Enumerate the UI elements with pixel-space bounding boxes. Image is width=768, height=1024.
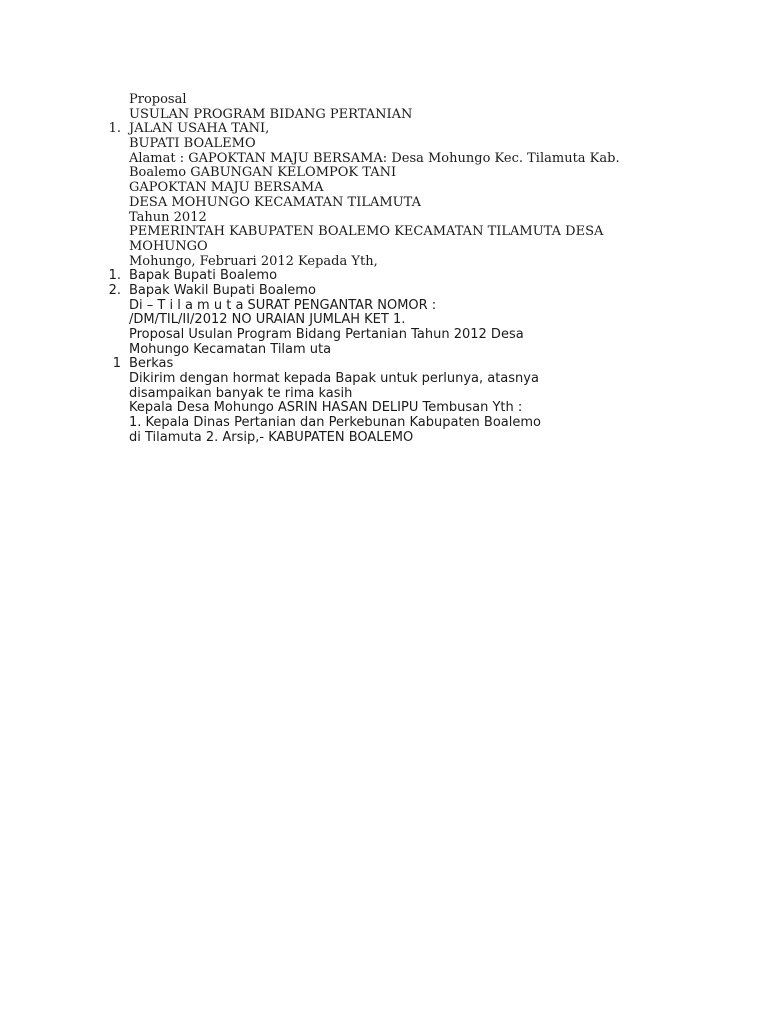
line-text: /DM/TIL/II/2012 NO URAIAN JUMLAH KET 1. bbox=[129, 312, 406, 328]
line-text: JALAN USAHA TANI, bbox=[129, 121, 270, 137]
line-text: DESA MOHUNGO KECAMATAN TILAMUTA bbox=[129, 194, 421, 210]
line-text: Mohungo Kecamatan Tilam uta bbox=[129, 341, 332, 357]
line-tembusan-1 bbox=[0, 416, 768, 431]
line-alamat bbox=[0, 152, 768, 167]
line-proposal bbox=[0, 93, 768, 108]
line-text: Bapak Wakil Bupati Boalemo bbox=[129, 282, 316, 298]
line-number: 2. bbox=[108, 282, 121, 298]
line-tembusan-2 bbox=[0, 431, 768, 446]
line-text: Bapak Bupati Boalemo bbox=[129, 268, 278, 284]
line-text: USULAN PROGRAM BIDANG PERTANIAN bbox=[129, 106, 413, 122]
line-mohungo bbox=[0, 240, 768, 255]
line-text: Proposal Usulan Program Bidang Pertanian Tahun 2012 Desa bbox=[129, 327, 524, 342]
line-nomor bbox=[0, 313, 768, 328]
line-text: Berkas bbox=[129, 356, 174, 372]
line-date-kepada bbox=[0, 255, 768, 270]
line-dikirim bbox=[0, 372, 768, 387]
line-proposal-usulan bbox=[0, 328, 768, 343]
line-mohungo-kecamatan bbox=[0, 343, 768, 358]
line-number: 1. bbox=[108, 121, 121, 137]
line-boalemo-gabungan bbox=[0, 166, 768, 181]
line-text: GAPOKTAN MAJU BERSAMA bbox=[129, 180, 324, 196]
line-text: disampaikan banyak te rima kasih bbox=[129, 385, 353, 401]
line-program-title bbox=[0, 108, 768, 123]
line-tahun bbox=[0, 211, 768, 226]
line-number: 1. bbox=[108, 268, 121, 284]
line-text: Mohungo, Februari 2012 Kepada Yth, bbox=[129, 253, 378, 269]
line-text: BUPATI BOALEMO bbox=[129, 136, 256, 152]
line-pemerintah bbox=[0, 225, 768, 240]
line-text: PEMERINTAH KABUPATEN BOALEMO KECAMATAN TILAMUTA DESA bbox=[129, 224, 604, 240]
line-bupati bbox=[0, 137, 768, 152]
line-text: 1. Kepala Dinas Pertanian dan Perkebunan Kabupaten Boalemo bbox=[129, 415, 541, 431]
line-text: Kepala Desa Mohungo ASRIN HASAN DELIPU Tembusan Yth : bbox=[129, 400, 523, 416]
line-recipient-1 bbox=[0, 269, 768, 284]
line-kepala-desa bbox=[0, 401, 768, 416]
line-recipient-2 bbox=[0, 284, 768, 299]
line-number: 1 bbox=[112, 356, 121, 372]
line-text: Tahun 2012 bbox=[129, 209, 207, 225]
line-di-tilamuta bbox=[0, 299, 768, 314]
line-text: Boalemo GABUNGAN KELOMPOK TANI bbox=[129, 165, 397, 181]
line-text: Alamat : GAPOKTAN MAJU BERSAMA: Desa Mohungo Kec. Tilamuta Kab. bbox=[129, 150, 620, 166]
line-text: di Tilamuta 2. Arsip,- KABUPATEN BOALEMO bbox=[129, 429, 414, 445]
document-text bbox=[0, 93, 768, 446]
line-text: Dikirim dengan hormat kepada Bapak untuk perlunya, atasnya bbox=[129, 371, 539, 387]
line-jalan-usaha bbox=[0, 122, 768, 137]
line-gapoktan bbox=[0, 181, 768, 196]
line-desa-kecamatan bbox=[0, 196, 768, 211]
line-text: Proposal bbox=[129, 92, 187, 107]
line-text: MOHUNGO bbox=[129, 238, 208, 254]
line-berkas bbox=[0, 357, 768, 372]
line-disampaikan bbox=[0, 387, 768, 402]
line-text: Di – T i l a m u t a SURAT PENGANTAR NOMOR : bbox=[129, 297, 437, 313]
